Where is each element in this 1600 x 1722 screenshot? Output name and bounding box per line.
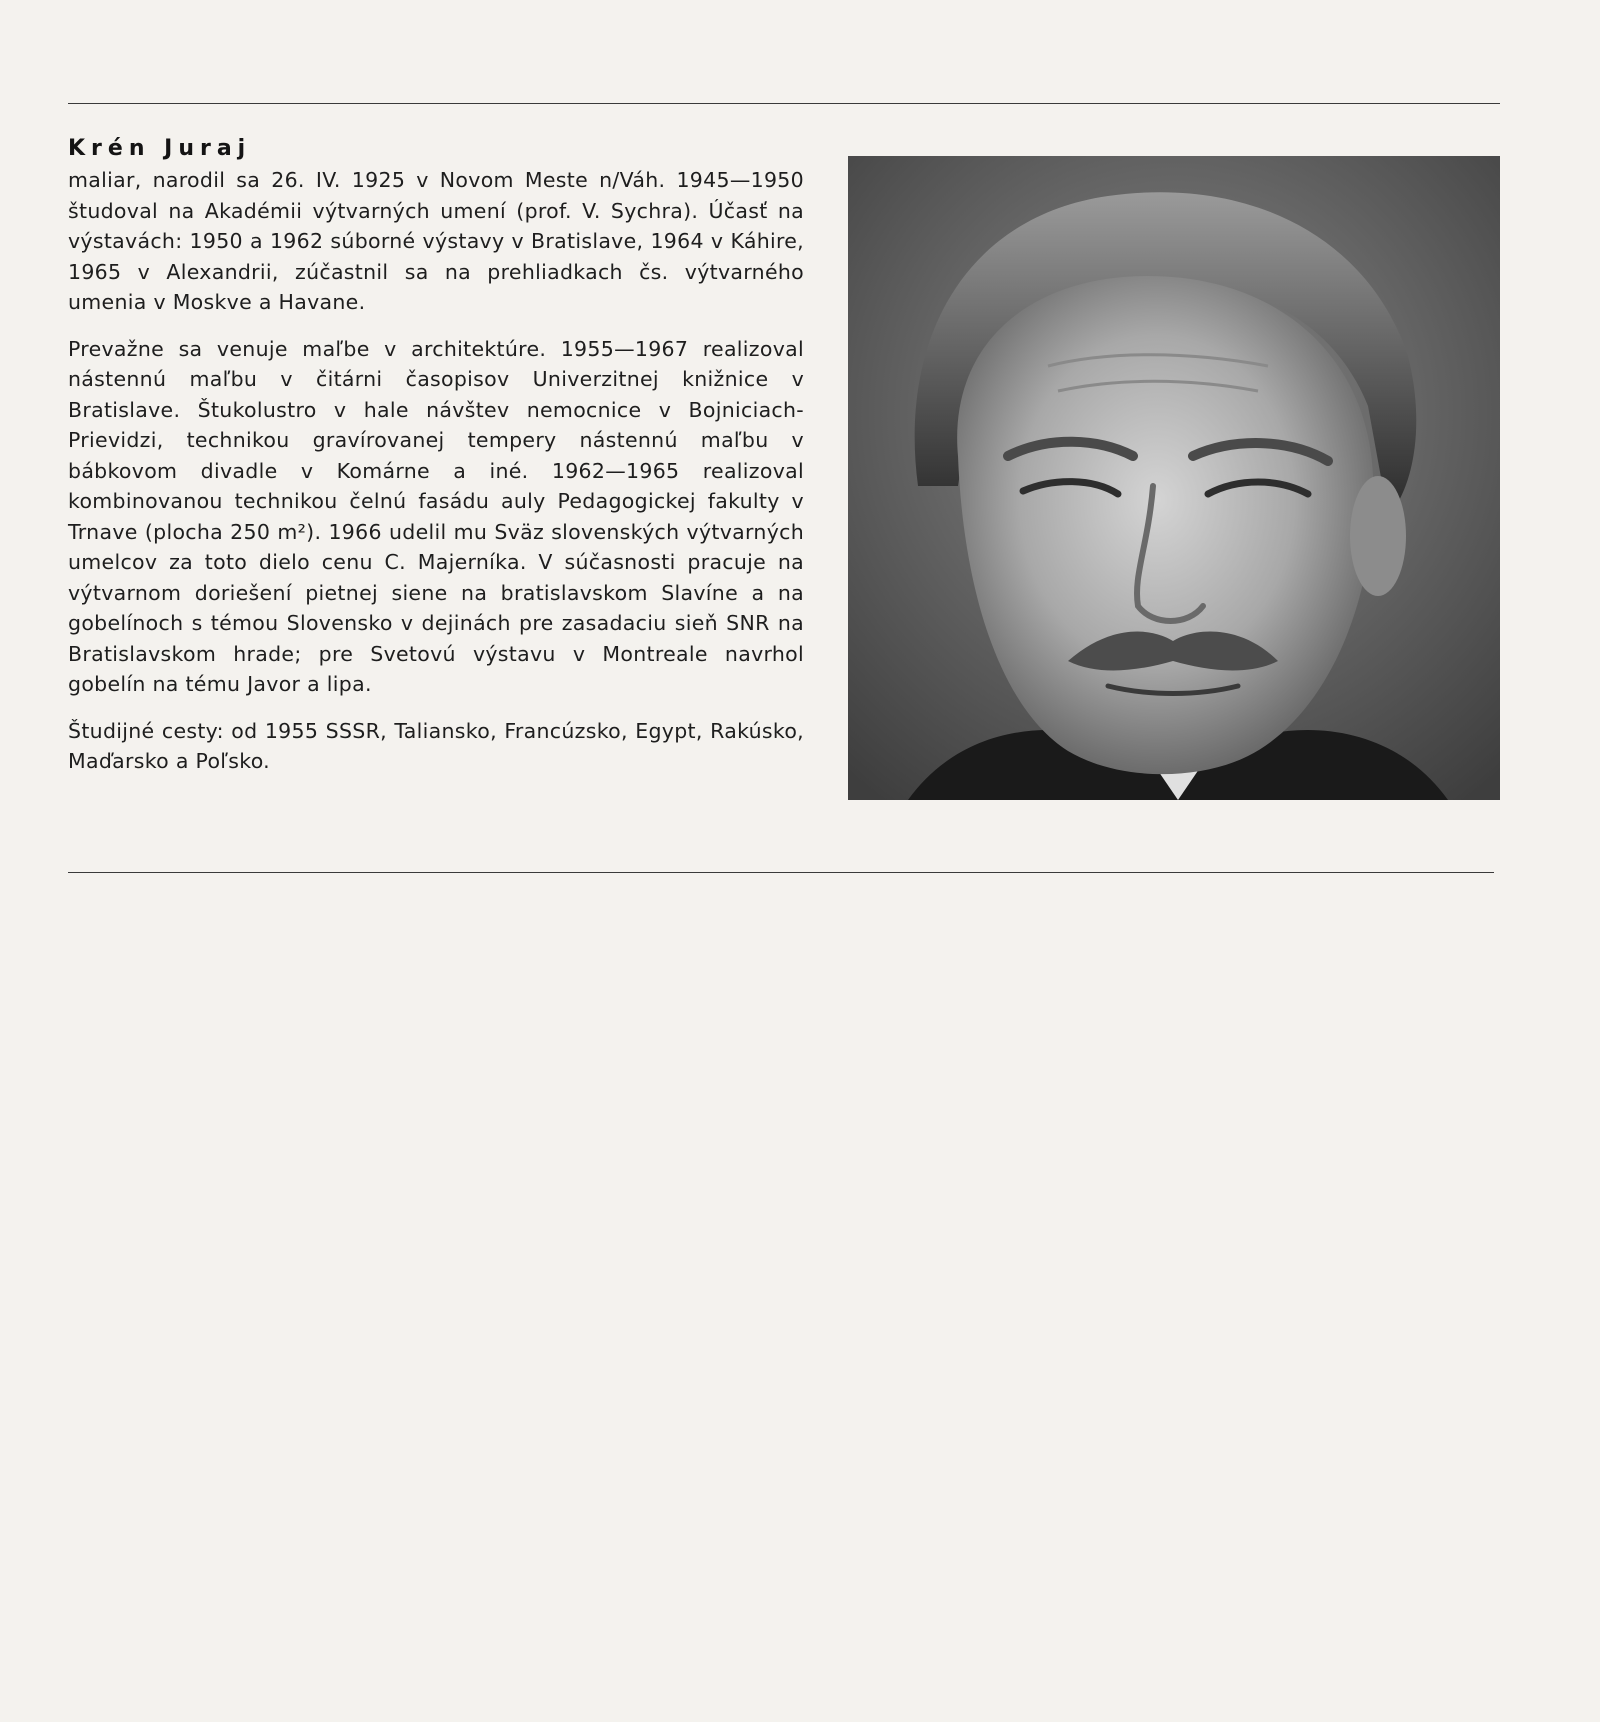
biography-entry <box>68 136 804 793</box>
portrait-photo <box>848 156 1500 800</box>
bottom-divider <box>68 872 1494 873</box>
biography-paragraph: maliar, narodil sa 26. IV. 1925 v Novom Meste n/Váh. 1945—1950 študoval na Akadémii výtvarných umení (prof. V. Sychra). Účasť na výstavách: 1950 a 1962 súborné výstavy v Bratislave, 1964 v Káhire, 1965 v Alexandrii, zúčastnil sa na prehliadkach čs. výtvarného umenia v Moskve a Havane. <box>68 168 804 314</box>
artist-name: Krén Juraj <box>68 136 252 161</box>
portrait-image <box>848 156 1500 800</box>
top-divider <box>68 103 1500 104</box>
work-paragraph: Prevažne sa venuje maľbe v architektúre. 1955—1967 realizoval nástennú maľbu v čitárni časopisov Univerzitnej knižnice v Bratislave. Štukolustro v hale návštev nemocnice v Bojniciach-Prievidzi, technikou gravírovanej tempery nástennú maľbu v bábkovom divadle v Komárne a iné. 1962—1965 realizoval kombinovanou technikou čelnú fasádu auly Pedagogickej fakulty v Trnave (plocha 250 m²). 1966 udelil mu Sväz slovenských výtvarných umelcov za toto dielo cenu C. Majerníka. V súčasnosti pracuje na výtvarnom doriešení pietnej siene na bratislavskom Slavíne a na gobelínoch s témou Slovensko v dejinách pre zasadaciu sieň SNR na Bratislavskom hrade; pre Svetovú výstavu v Montreale navrhol gobelín na tému Javor a lipa. <box>68 336 804 696</box>
travel-paragraph: Študijné cesty: od 1955 SSSR, Taliansko, Francúzsko, Egypt, Rakúsko, Maďarsko a Poľsko. <box>68 718 804 773</box>
